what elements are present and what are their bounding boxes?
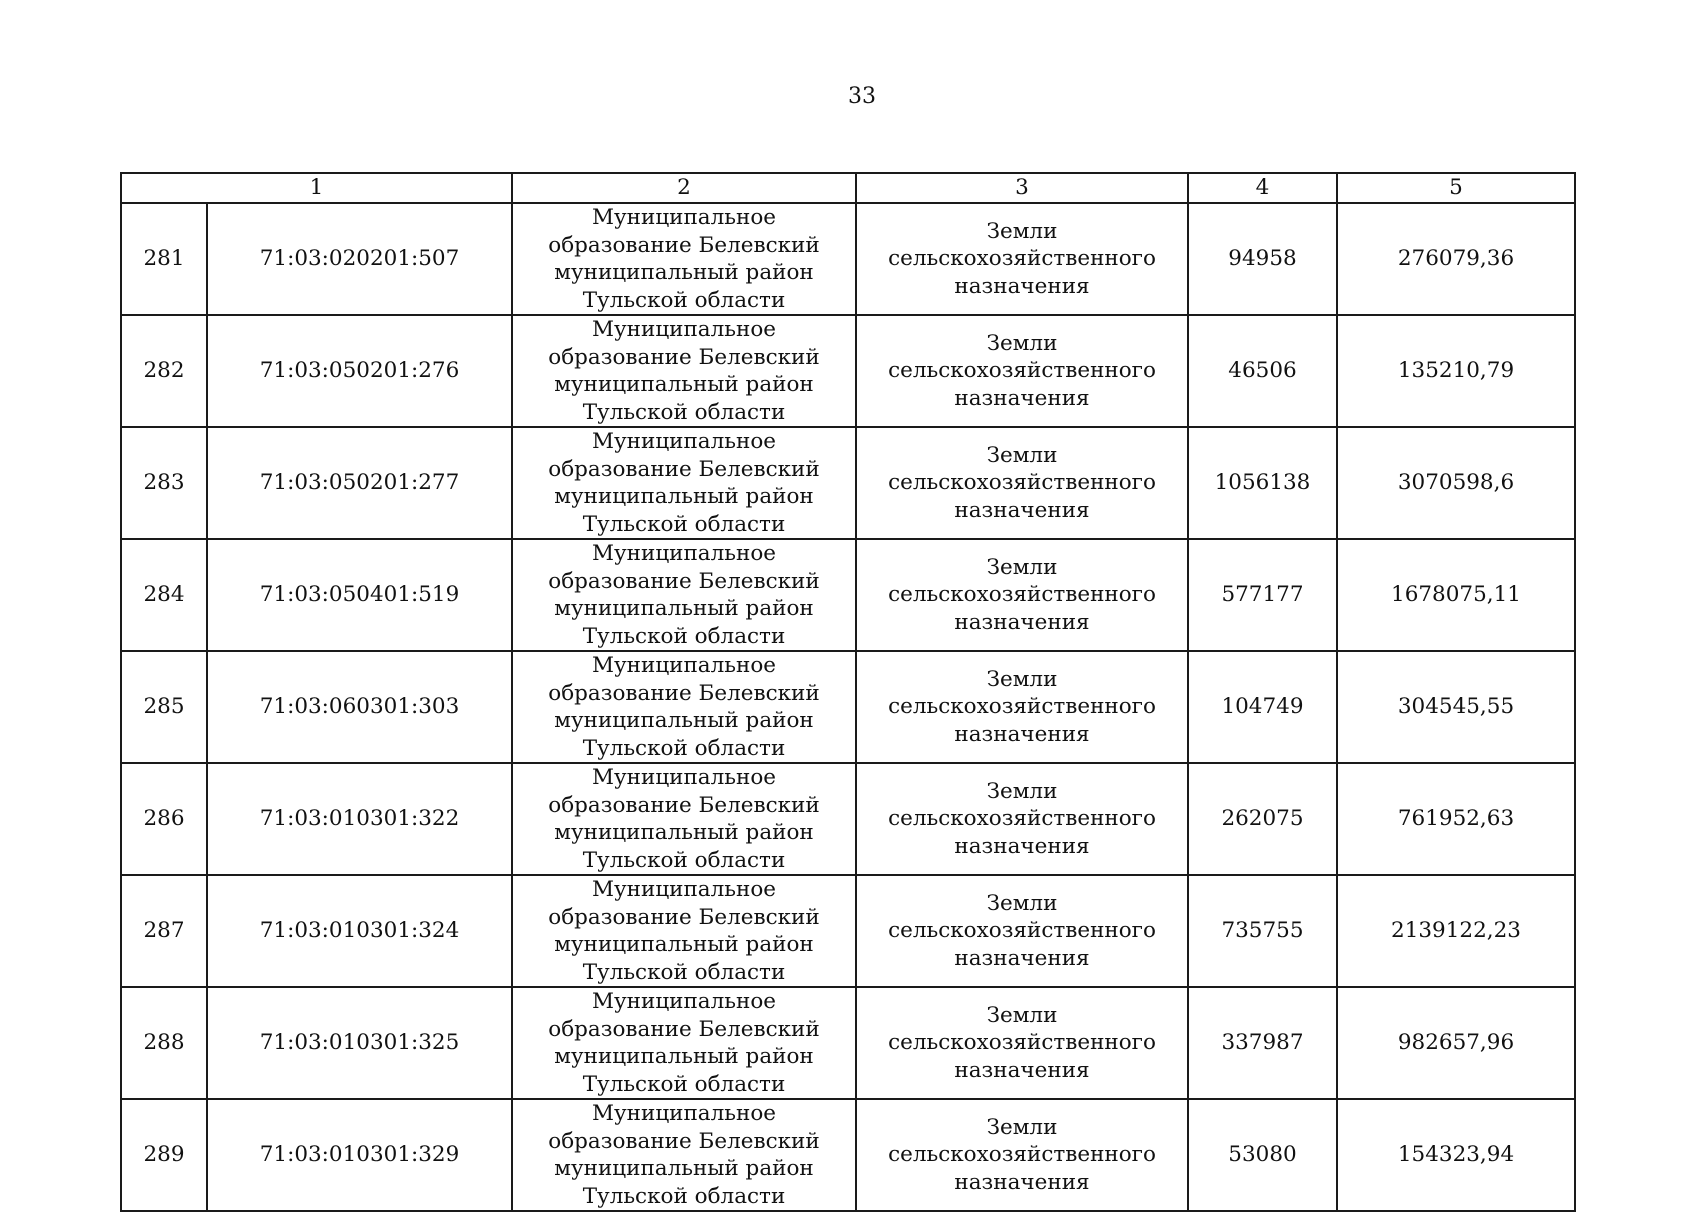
column-header-5: 5 (1337, 173, 1575, 203)
land-category-cell: Земли сельскохозяйственного назначения (856, 315, 1188, 427)
table-row (121, 987, 1575, 1099)
column-header-2: 2 (512, 173, 856, 203)
area-cell: 577177 (1188, 539, 1337, 651)
cost-cell: 154323,94 (1337, 1099, 1575, 1211)
land-category-cell: Земли сельскохозяйственного назначения (856, 203, 1188, 315)
cadastral-number: 71:03:060301:303 (207, 651, 512, 763)
owner-cell: Муниципальное образование Белевский муниципальный район Тульской области (512, 539, 856, 651)
cost-cell: 304545,55 (1337, 651, 1575, 763)
cadastral-number: 71:03:050201:277 (207, 427, 512, 539)
land-category-cell: Земли сельскохозяйственного назначения (856, 987, 1188, 1099)
cost-cell: 135210,79 (1337, 315, 1575, 427)
table-header-row (121, 173, 1575, 203)
area-cell: 337987 (1188, 987, 1337, 1099)
table-row (121, 1099, 1575, 1211)
land-category-cell: Земли сельскохозяйственного назначения (856, 539, 1188, 651)
cadastral-number: 71:03:010301:329 (207, 1099, 512, 1211)
owner-cell: Муниципальное образование Белевский муниципальный район Тульской области (512, 875, 856, 987)
row-number: 287 (121, 875, 207, 987)
row-number: 282 (121, 315, 207, 427)
owner-cell: Муниципальное образование Белевский муниципальный район Тульской области (512, 427, 856, 539)
cost-cell: 2139122,23 (1337, 875, 1575, 987)
cost-cell: 1678075,11 (1337, 539, 1575, 651)
table-row (121, 539, 1575, 651)
column-header-3: 3 (856, 173, 1188, 203)
land-category-cell: Земли сельскохозяйственного назначения (856, 875, 1188, 987)
cost-cell: 761952,63 (1337, 763, 1575, 875)
table-row (121, 763, 1575, 875)
land-category-cell: Земли сельскохозяйственного назначения (856, 1099, 1188, 1211)
row-number: 281 (121, 203, 207, 315)
row-number: 284 (121, 539, 207, 651)
table-row (121, 203, 1575, 315)
owner-cell: Муниципальное образование Белевский муниципальный район Тульской области (512, 203, 856, 315)
cost-cell: 982657,96 (1337, 987, 1575, 1099)
column-header-1: 1 (121, 173, 512, 203)
land-plots-table (120, 172, 1576, 1212)
area-cell: 735755 (1188, 875, 1337, 987)
cadastral-number: 71:03:010301:325 (207, 987, 512, 1099)
owner-cell: Муниципальное образование Белевский муниципальный район Тульской области (512, 763, 856, 875)
cost-cell: 276079,36 (1337, 203, 1575, 315)
cadastral-number: 71:03:020201:507 (207, 203, 512, 315)
owner-cell: Муниципальное образование Белевский муниципальный район Тульской области (512, 315, 856, 427)
row-number: 289 (121, 1099, 207, 1211)
owner-cell: Муниципальное образование Белевский муниципальный район Тульской области (512, 1099, 856, 1211)
land-category-cell: Земли сельскохозяйственного назначения (856, 763, 1188, 875)
column-header-4: 4 (1188, 173, 1337, 203)
table-row (121, 427, 1575, 539)
land-category-cell: Земли сельскохозяйственного назначения (856, 651, 1188, 763)
cost-cell: 3070598,6 (1337, 427, 1575, 539)
table-row (121, 315, 1575, 427)
cadastral-number: 71:03:050201:276 (207, 315, 512, 427)
land-category-cell: Земли сельскохозяйственного назначения (856, 427, 1188, 539)
area-cell: 262075 (1188, 763, 1337, 875)
area-cell: 94958 (1188, 203, 1337, 315)
area-cell: 46506 (1188, 315, 1337, 427)
row-number: 285 (121, 651, 207, 763)
row-number: 288 (121, 987, 207, 1099)
cadastral-number: 71:03:010301:324 (207, 875, 512, 987)
table-row (121, 875, 1575, 987)
area-cell: 53080 (1188, 1099, 1337, 1211)
cadastral-number: 71:03:010301:322 (207, 763, 512, 875)
row-number: 286 (121, 763, 207, 875)
owner-cell: Муниципальное образование Белевский муниципальный район Тульской области (512, 651, 856, 763)
table-row (121, 651, 1575, 763)
area-cell: 104749 (1188, 651, 1337, 763)
cadastral-number: 71:03:050401:519 (207, 539, 512, 651)
area-cell: 1056138 (1188, 427, 1337, 539)
page-number: 33 (848, 84, 876, 109)
row-number: 283 (121, 427, 207, 539)
owner-cell: Муниципальное образование Белевский муниципальный район Тульской области (512, 987, 856, 1099)
